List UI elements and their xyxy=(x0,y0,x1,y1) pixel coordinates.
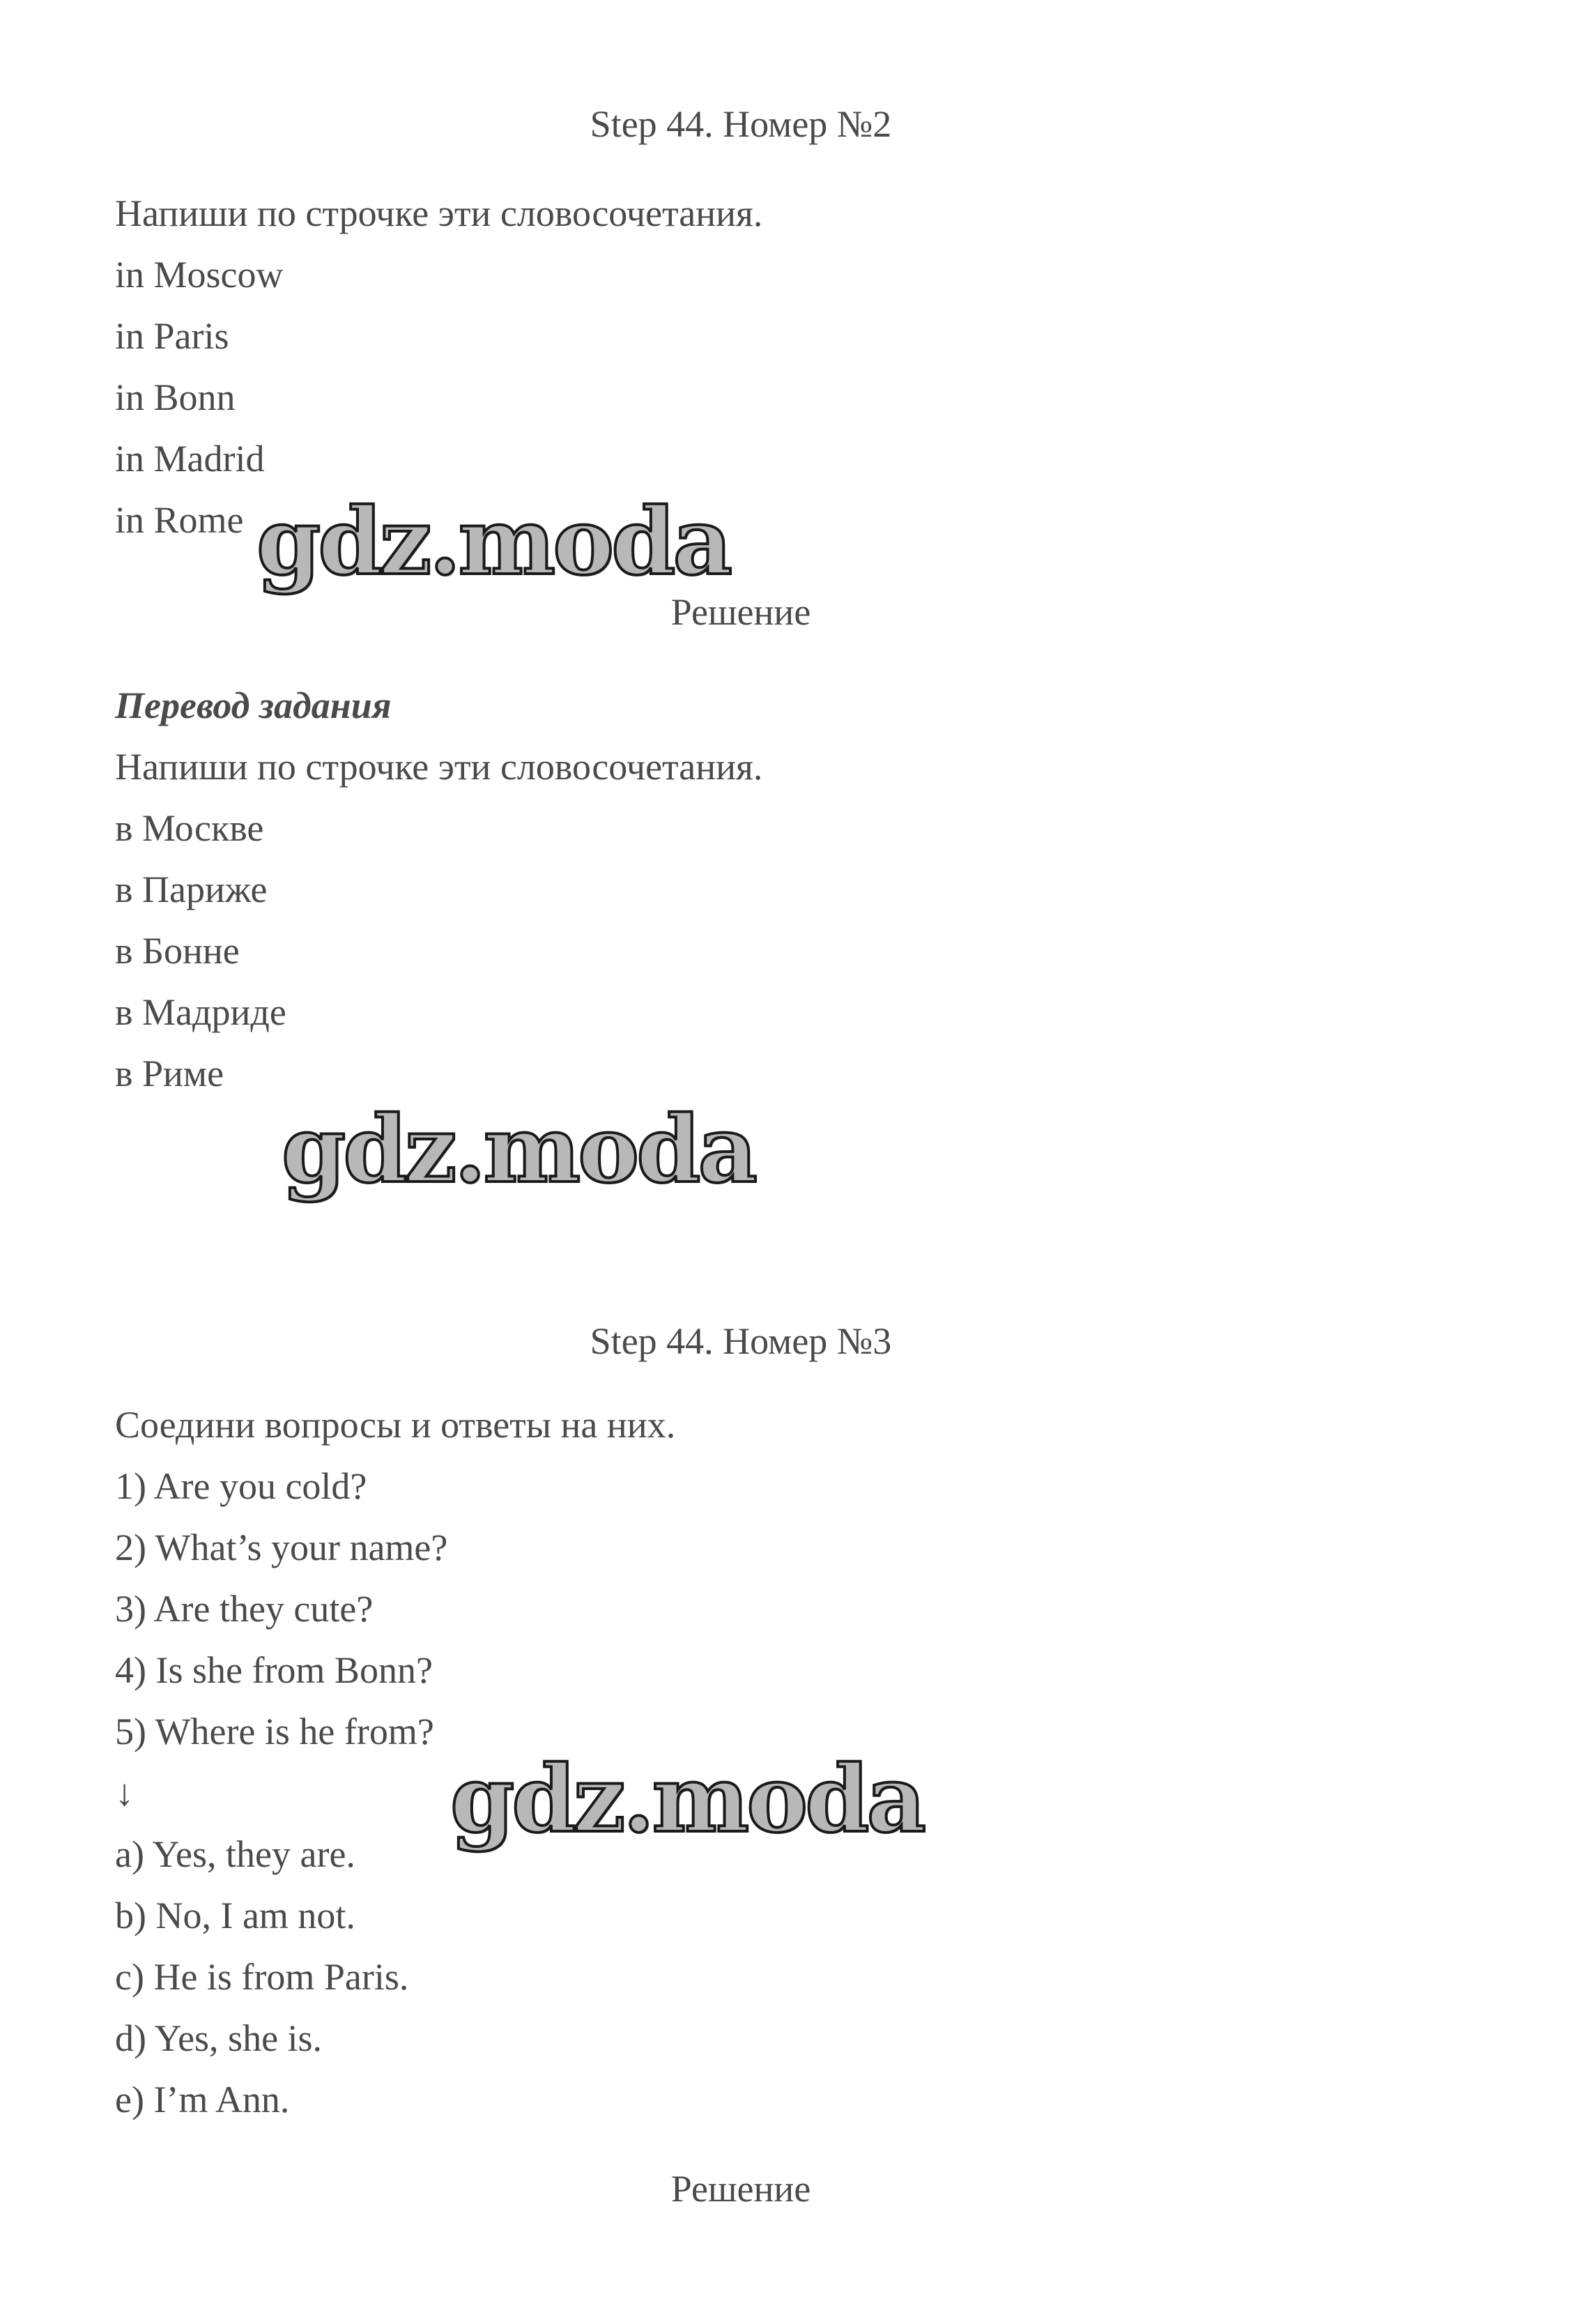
list-item: d) Yes, she is. xyxy=(115,2017,323,2059)
list-item: e) I’m Ann. xyxy=(115,2079,290,2120)
section2-instruction: Соедини вопросы и ответы на них. xyxy=(115,1404,676,1446)
list-item: in Bonn xyxy=(115,376,236,418)
section1-instruction: Напиши по строчке эти словосочетания. xyxy=(115,192,763,234)
list-item: in Rome xyxy=(115,499,244,541)
list-item: 2) What’s your name? xyxy=(115,1527,448,1568)
section1-solution-label: Решение xyxy=(670,591,811,633)
list-item: 1) Are you cold? xyxy=(115,1465,367,1507)
list-item: в Риме xyxy=(115,1053,224,1094)
list-item: в Бонне xyxy=(115,930,240,972)
watermark-logo: gdz.moda xyxy=(282,1096,755,1204)
list-item: a) Yes, they are. xyxy=(115,1833,355,1875)
section2-solution-label: Решение xyxy=(670,2168,811,2210)
list-item: in Moscow xyxy=(115,254,284,296)
list-item: in Paris xyxy=(115,315,229,357)
list-item: в Париже xyxy=(115,869,268,910)
list-item: 5) Where is he from? xyxy=(115,1711,434,1752)
watermark-logo: gdz.moda xyxy=(256,488,730,596)
translation-instruction: Напиши по строчке эти словосочетания. xyxy=(115,746,763,788)
watermark-logo: gdz.moda xyxy=(450,1745,924,1853)
section2-title: Step 44. Номер №3 xyxy=(590,1320,892,1362)
list-item: 4) Is she from Bonn? xyxy=(115,1649,433,1691)
list-item: в Мадриде xyxy=(115,991,286,1033)
translation-heading: Перевод задания xyxy=(115,685,392,726)
arrow-down-icon: ↓ xyxy=(115,1772,134,1814)
list-item: in Madrid xyxy=(115,438,265,480)
section1-title: Step 44. Номер №2 xyxy=(590,103,892,145)
list-item: b) No, I am not. xyxy=(115,1895,355,1936)
list-item: c) He is from Paris. xyxy=(115,1956,409,1998)
list-item: в Москве xyxy=(115,807,264,849)
list-item: 3) Are they cute? xyxy=(115,1588,374,1630)
